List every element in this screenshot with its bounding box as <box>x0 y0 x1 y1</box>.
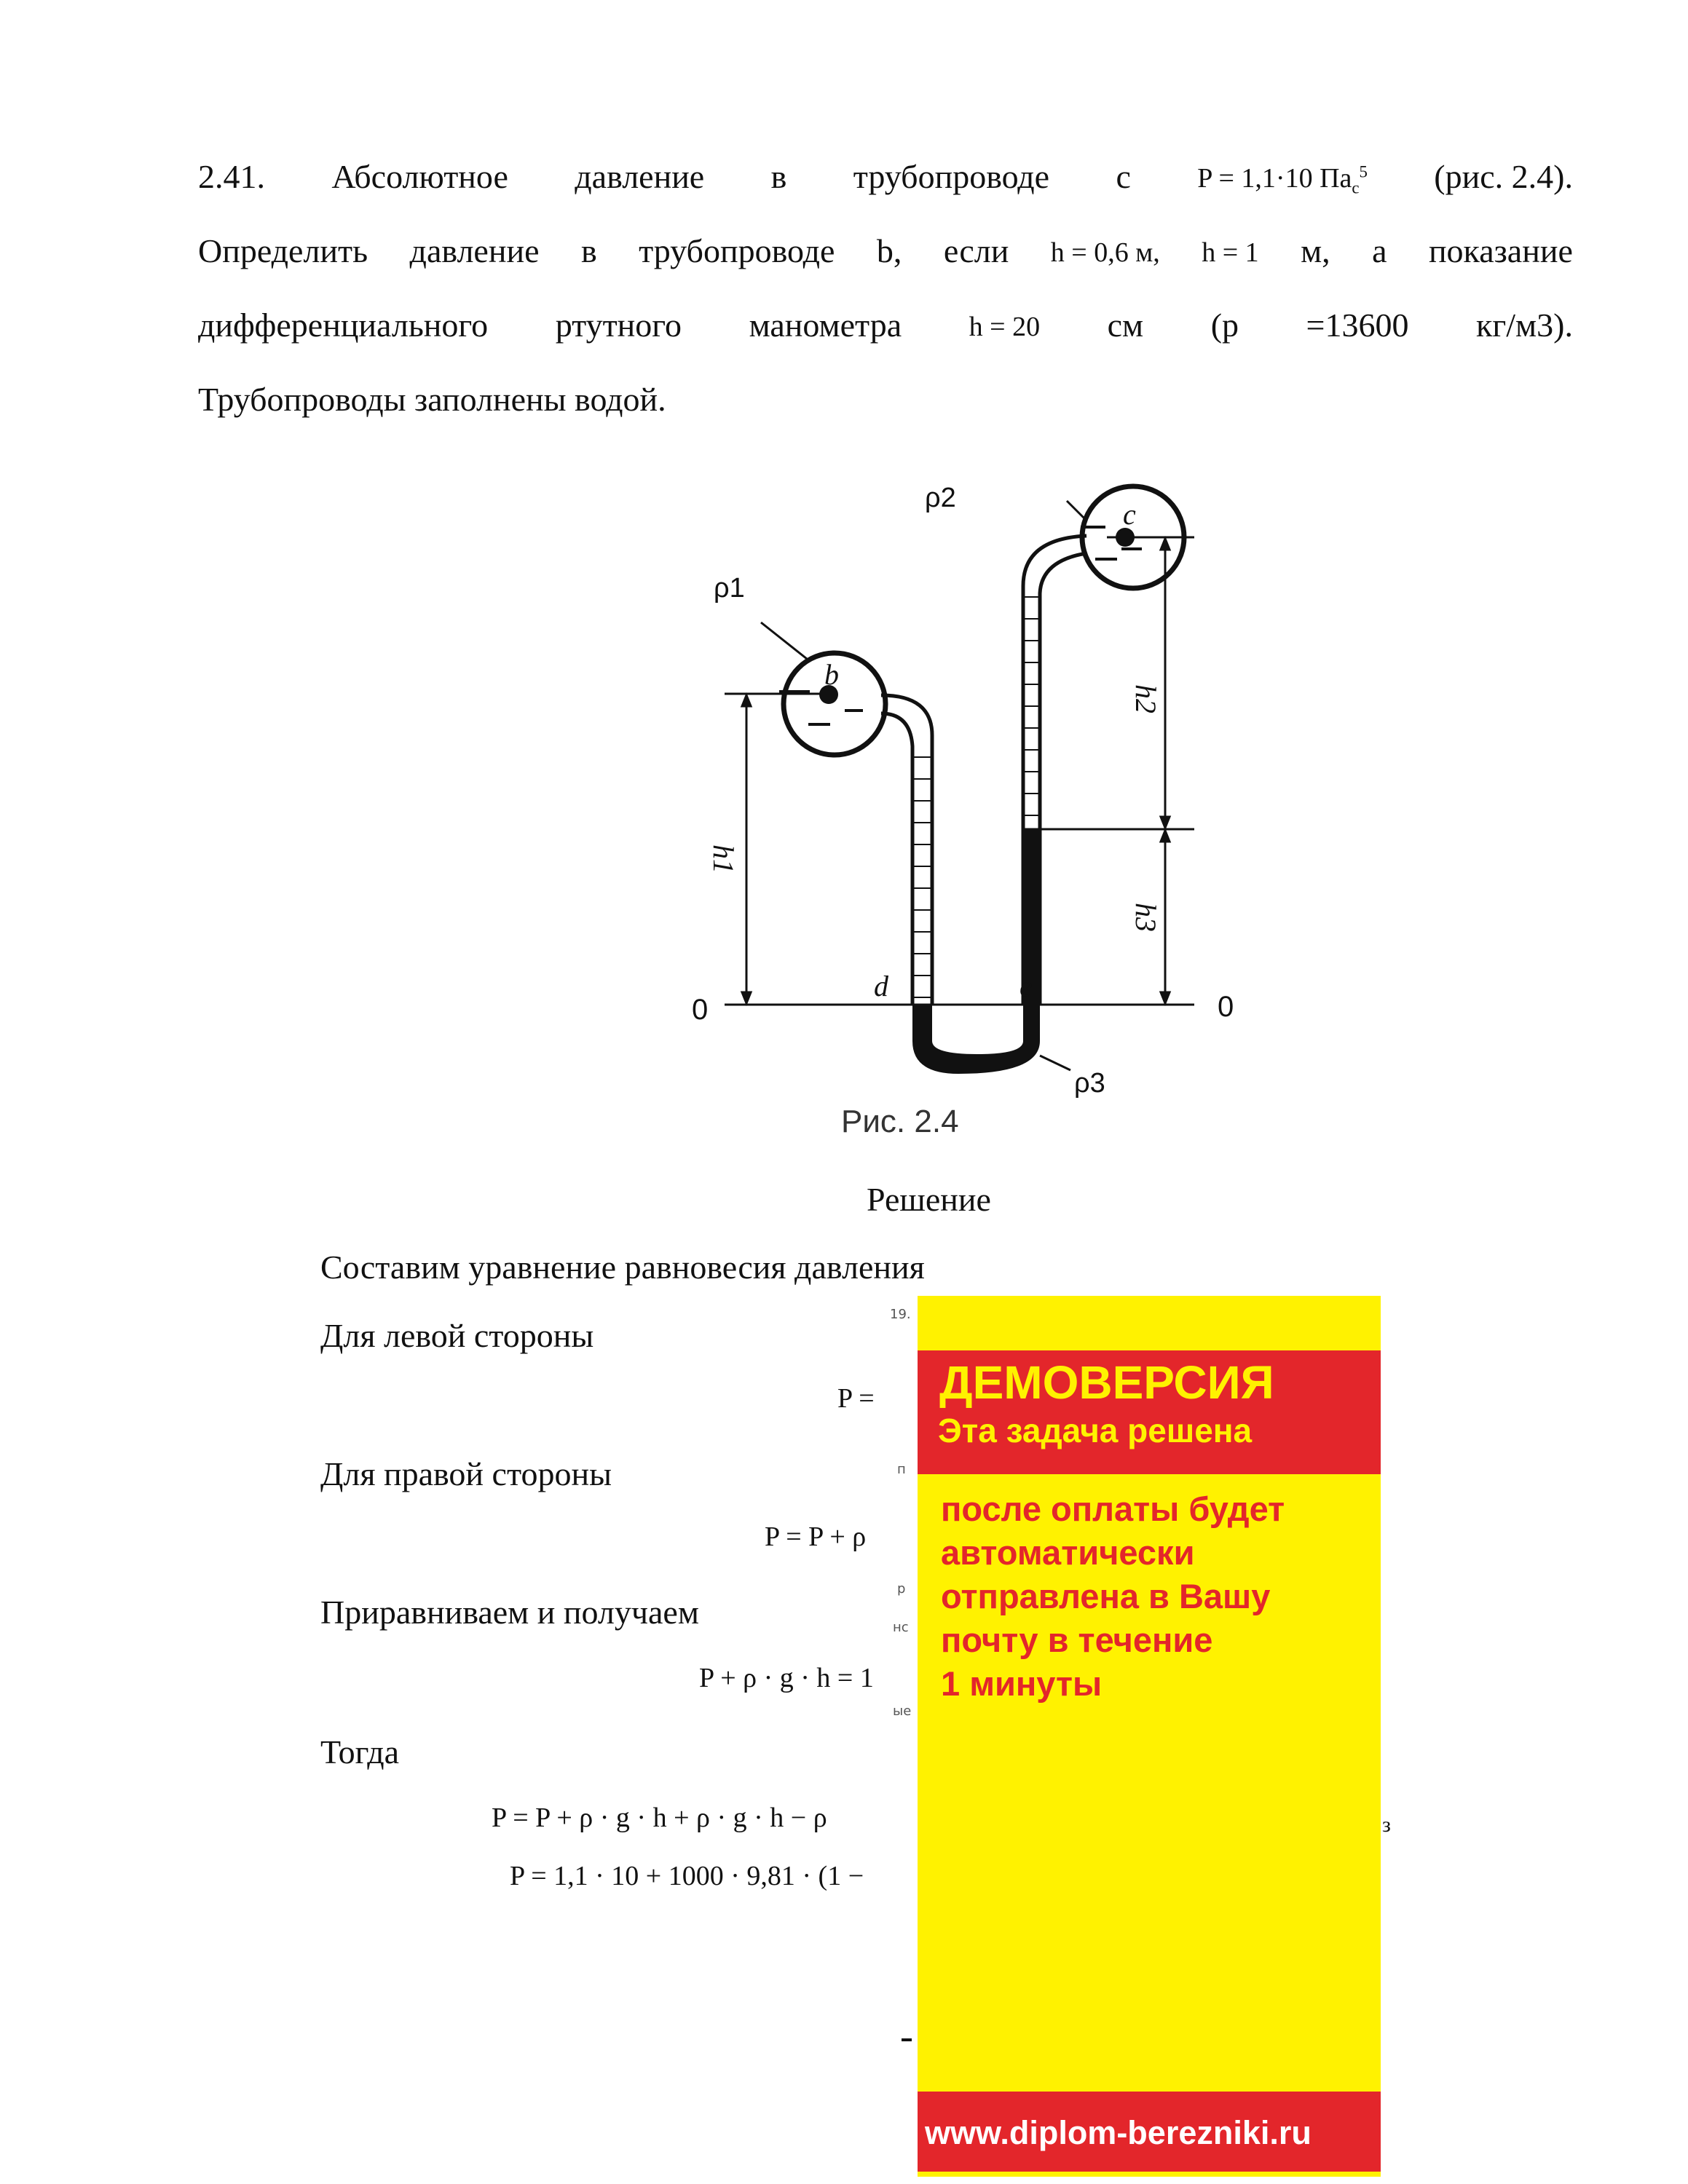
figure-caption: Рис. 2.4 <box>841 1104 959 1139</box>
eq-then: P = P + ρ · g · h + ρ · g · h − ρ <box>492 1803 827 1833</box>
label-b: b <box>824 658 839 691</box>
demo-banner <box>918 1296 1381 2177</box>
banner-title: ДЕМОВЕРСИЯ <box>939 1356 1274 1409</box>
banner-subtitle: Эта задача решена <box>938 1412 1253 1449</box>
problem-line-2: Определить давление в трубопроводе b, если h = 0,6 м, h = 1 м, а показание <box>198 232 1573 269</box>
problem-number: 2.41. <box>198 158 265 195</box>
label-c: c <box>1123 498 1136 531</box>
problem-line-4: Трубопроводы заполнены водой. <box>198 381 666 418</box>
rho1-label: ρ1 <box>714 573 745 604</box>
h2-label: h2 <box>1129 684 1162 713</box>
banner-line-3: отправлена в Вашу <box>941 1577 1271 1615</box>
h1-value: h = 0,6 м, <box>1050 237 1160 268</box>
h2-value: h = 1 <box>1202 237 1259 268</box>
h3-label: h3 <box>1129 903 1162 932</box>
label-e: e <box>1019 970 1033 1002</box>
solution-heading: Решение <box>867 1181 991 1218</box>
stray-char: з <box>1382 1813 1391 1837</box>
manometer-figure <box>641 466 1267 1150</box>
zero-left-label: 0 <box>692 994 709 1026</box>
solution-intro: Составим уравнение равновесия давления <box>320 1249 925 1286</box>
h1-label: h1 <box>707 844 740 874</box>
banner-url[interactable]: www.diplom-berezniki.ru <box>925 2114 1312 2151</box>
then-label: Тогда <box>320 1733 400 1770</box>
banner-line-1: после оплаты будет <box>941 1489 1285 1528</box>
rho3-label: ρ3 <box>1074 1068 1105 1099</box>
problem-line-1: 2.41. Абсолютное давление в трубопроводе с P = 1,1·10 $Па_c^5$ (рис. 2.4). <box>198 158 1573 197</box>
h3-value: h = 20 <box>969 312 1041 342</box>
eq-final: P = 1,1 · 10 + 1000 · 9,81 · (1 − <box>510 1861 864 1891</box>
zero-right-label: 0 <box>1218 991 1234 1023</box>
eq-left: P = <box>837 1383 875 1414</box>
rho2-label: ρ2 <box>925 483 956 513</box>
mercury-bottom <box>912 1005 1040 1074</box>
label-d: d <box>874 970 888 1002</box>
banner-line-5: 1 минуты <box>941 1664 1103 1703</box>
eq-right: P = P + ρ <box>765 1522 867 1552</box>
problem-line-3: дифференциального ртутного манометра h = 20 см (р =13600 кг/м3). <box>198 306 1573 344</box>
banner-line-4: почту в течение <box>941 1621 1213 1659</box>
eq-equate: P + ρ · g · h = 1 <box>699 1663 874 1693</box>
pc-formula: P = 1,1·10 $Па_c^5$ <box>1197 162 1368 197</box>
right-side-label: Для правой стороны <box>320 1455 612 1492</box>
equate-label: Приравниваем и получаем <box>320 1594 699 1631</box>
banner-line-2: автоматически <box>941 1533 1195 1572</box>
left-side-label: Для левой стороны <box>320 1317 594 1354</box>
